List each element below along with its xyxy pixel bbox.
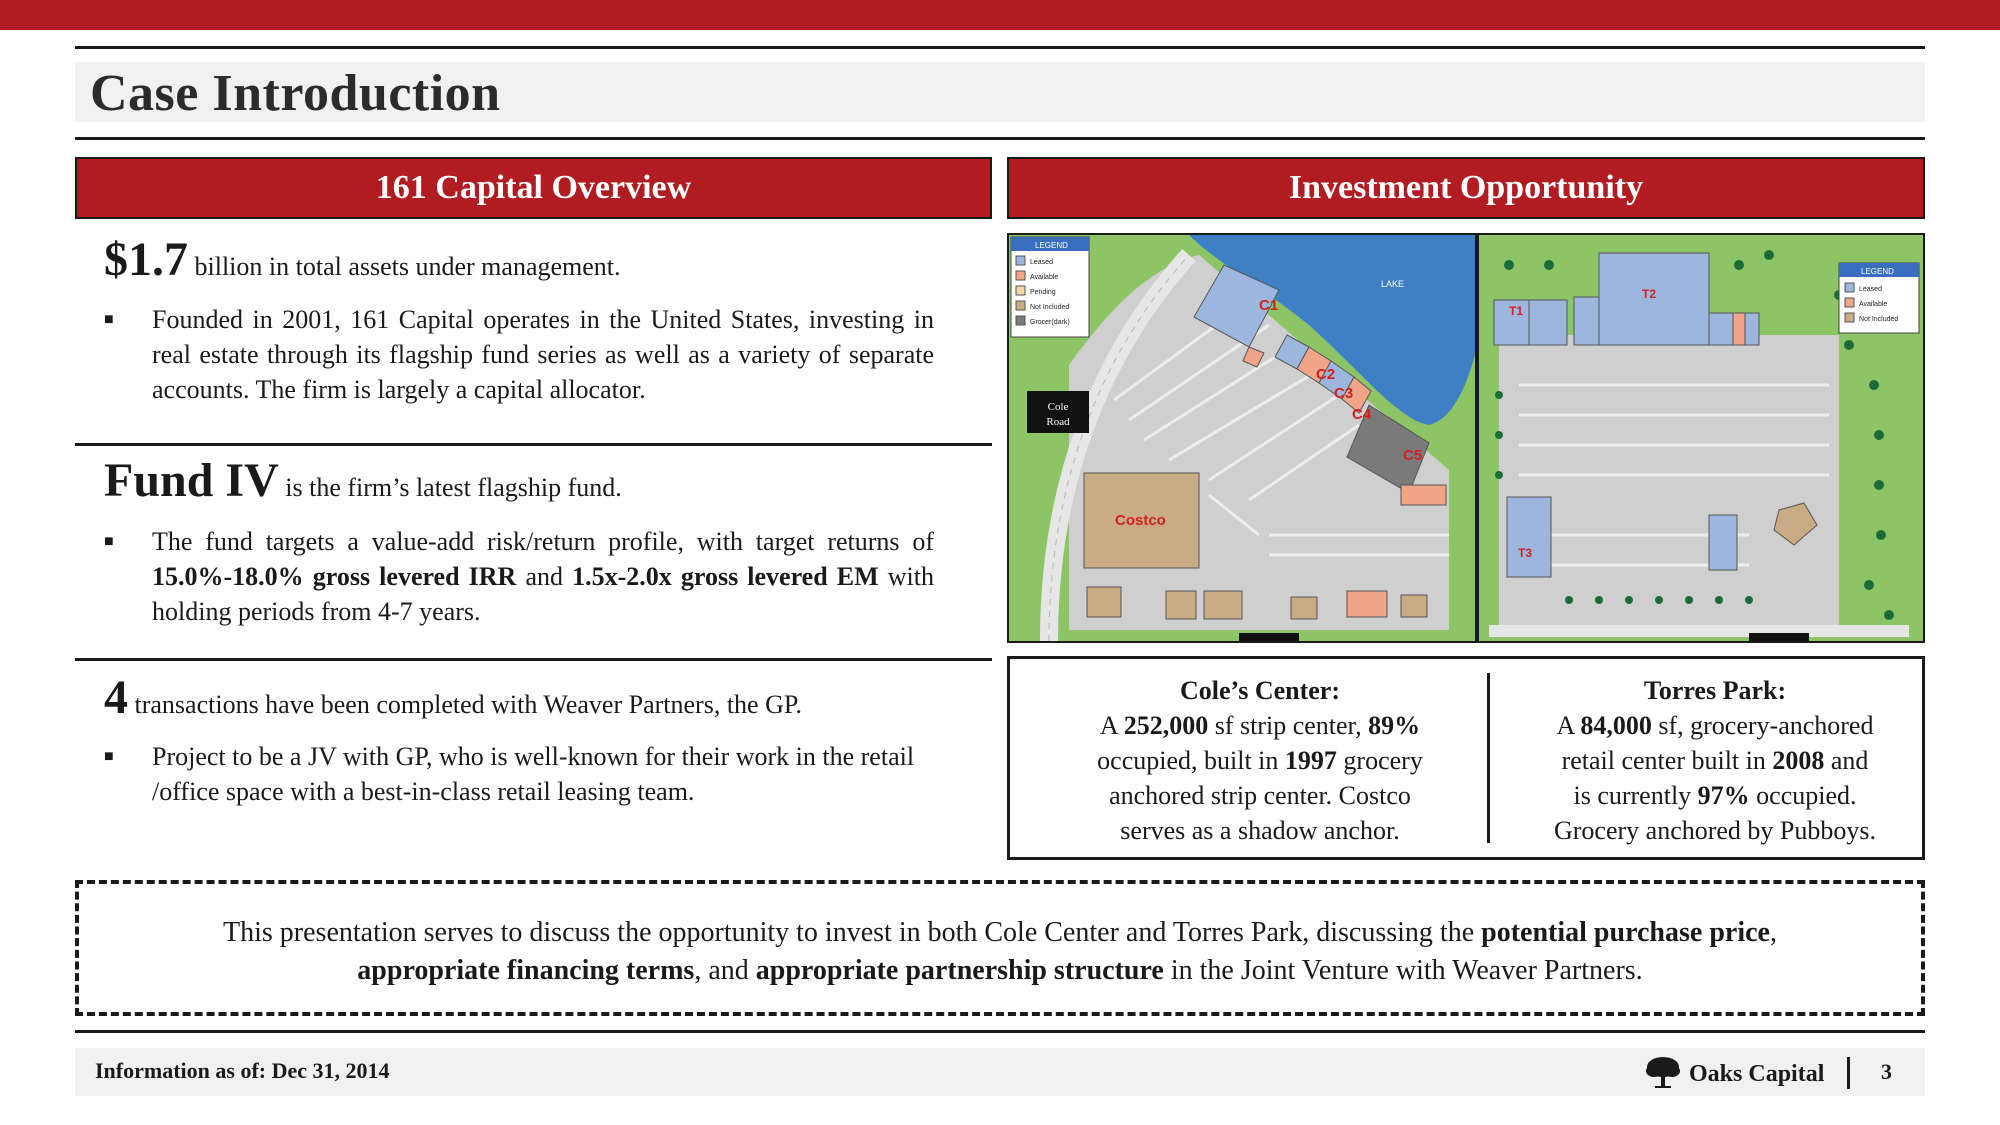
lake-label: LAKE (1381, 279, 1405, 289)
legend-swatch (1016, 271, 1025, 280)
legend-label: Leased (1030, 259, 1053, 266)
outparcel (1401, 595, 1427, 617)
torres-park-site-plan (1479, 235, 1923, 641)
description-separator (1487, 673, 1490, 843)
legend-swatch (1016, 286, 1025, 295)
footer-separator (1847, 1057, 1850, 1089)
outparcel (1291, 597, 1317, 619)
summary-box (75, 880, 1925, 1016)
title-top-rule (75, 46, 1925, 49)
map-edge-tab (1239, 633, 1299, 641)
fund-name: Fund IV (104, 454, 279, 507)
legend-label: Leased (1859, 286, 1882, 293)
cole-legend (1011, 237, 1089, 337)
unit-leased (1745, 313, 1759, 345)
fund-bullet-part: with holding periods from 4-7 years. (152, 562, 934, 626)
torres-line-1: A 84,000 sf, grocery-anchored (1556, 711, 1874, 740)
torres-park-description (1515, 673, 1915, 848)
brand-name: Oaks Capital (1689, 1061, 1825, 1087)
coles-center-description (1060, 673, 1460, 848)
legend-label: Pending (1030, 289, 1056, 296)
target-irr: 15.0%-18.0% gross levered IRR (152, 562, 517, 591)
property-descriptions (1007, 656, 1925, 860)
overview-header: 161 Capital Overview (75, 157, 992, 219)
top-accent-bar (0, 0, 2000, 30)
label-t2: T2 (1642, 287, 1657, 301)
footer-brand (1645, 1055, 1824, 1094)
torres-line-3: is currently 97% occupied. (1573, 781, 1857, 810)
torres-line-2: retail center built in 2008 and (1561, 746, 1869, 775)
building-t3 (1507, 497, 1551, 577)
legend-label: Grocer(dark) (1030, 319, 1070, 326)
transactions-text: transactions have been completed with Weaver Partners, the GP. (128, 690, 802, 719)
map-split (1475, 235, 1479, 641)
label-c3: C3 (1334, 385, 1354, 402)
aum-statement (104, 232, 621, 287)
section-divider (75, 658, 992, 661)
founding-bullet-text: Founded in 2001, 161 Capital operates in the United States, investing in real estate through its flagship fund series as well as a variety of separate accounts. The firm is largely a capital allocator. (152, 305, 934, 404)
outparcel (1204, 591, 1242, 619)
coles-line-3: anchored strip center. Costco (1109, 781, 1411, 810)
fund-statement (104, 453, 622, 508)
torres-legend-title: LEGEND (1861, 267, 1894, 276)
legend-label: Available (1030, 274, 1059, 281)
fund-bullet-part: and (516, 562, 573, 591)
legend-label: Available (1859, 301, 1888, 308)
outparcel (1347, 591, 1387, 617)
coles-line-1: A 252,000 sf strip center, 89% (1099, 711, 1421, 740)
legend-swatch (1016, 256, 1025, 265)
summary-text: This presentation serves to discuss the opportunity to invest in both Cole Center and Torres Park, discussing the potential purchase price, appropriate financing terms, and appropriate partnership structure in the Joint Venture with Weaver Partners. (223, 917, 1777, 986)
founding-bullet (104, 302, 934, 407)
unit-leased (1574, 297, 1599, 345)
bullet-square-icon: ■ (104, 533, 114, 550)
oak-tree-icon (1645, 1055, 1681, 1094)
page-title: Case Introduction (90, 65, 501, 122)
legend-swatch (1016, 316, 1025, 325)
legend-swatch (1845, 313, 1854, 322)
building-pad (1709, 515, 1737, 570)
outparcel (1087, 587, 1121, 617)
fund-bullet-text (152, 524, 934, 629)
aum-value: $1.7 (104, 233, 188, 286)
fund-text: is the firm’s latest flagship fund. (278, 473, 622, 502)
fund-bullet-part: The fund targets a value-add risk/return profile, with target returns of (152, 527, 934, 556)
unit-leased (1709, 313, 1733, 345)
label-t3: T3 (1518, 546, 1533, 560)
torres-line-4: Grocery anchored by Pubboys. (1553, 816, 1877, 845)
cole-legend-title: LEGEND (1035, 241, 1068, 250)
transactions-count: 4 (104, 671, 128, 724)
coles-center-title: Cole’s Center: (1179, 676, 1341, 705)
perimeter-road (1489, 625, 1909, 637)
parking-area (1499, 335, 1839, 635)
legend-swatch (1845, 298, 1854, 307)
label-c5: C5 (1403, 447, 1423, 464)
fund-bullet (104, 524, 934, 629)
target-em: 1.5x-2.0x gross levered EM (572, 562, 879, 591)
legend-swatch (1845, 283, 1854, 292)
coles-line-2: occupied, built in 1997 grocery (1097, 746, 1423, 775)
label-c1: C1 (1259, 297, 1279, 314)
map-edge-tab (1749, 633, 1809, 641)
label-c2: C2 (1316, 366, 1336, 383)
label-c4: C4 (1352, 406, 1372, 423)
footer-rule (75, 1030, 1925, 1033)
title-bottom-rule (75, 137, 1925, 140)
aum-text: billion in total assets under management. (188, 252, 621, 281)
unit-available (1733, 313, 1745, 345)
jv-bullet (104, 739, 934, 809)
site-plans (1007, 233, 1925, 643)
coles-line-4: serves as a shadow anchor. (1120, 816, 1400, 845)
coles-center-site-plan (1009, 235, 1475, 641)
opportunity-header: Investment Opportunity (1007, 157, 1925, 219)
legend-swatch (1016, 301, 1025, 310)
cole-road-line2: Road (1046, 416, 1070, 428)
cole-road-line1: Cole (1047, 401, 1069, 413)
label-t1: T1 (1509, 304, 1524, 318)
costco-label: Costco (1115, 512, 1166, 529)
torres-legend (1839, 263, 1919, 333)
torres-park-title: Torres Park: (1643, 676, 1787, 705)
outparcel (1166, 591, 1196, 619)
legend-label: Not Included (1859, 316, 1899, 323)
bullet-square-icon: ■ (104, 748, 114, 765)
page-number: 3 (1881, 1059, 1892, 1084)
bullet-square-icon: ■ (104, 311, 114, 328)
legend-label: Not Included (1030, 304, 1070, 311)
jv-bullet-text: Project to be a JV with GP, who is well-known for their work in the retail /office space with a best-in-class retail leasing team. (152, 742, 915, 806)
unit-available (1401, 485, 1446, 505)
unit-leased (1529, 300, 1567, 345)
transactions-statement (104, 670, 802, 725)
section-divider (75, 443, 992, 446)
info-date: Information as of: Dec 31, 2014 (95, 1058, 390, 1083)
